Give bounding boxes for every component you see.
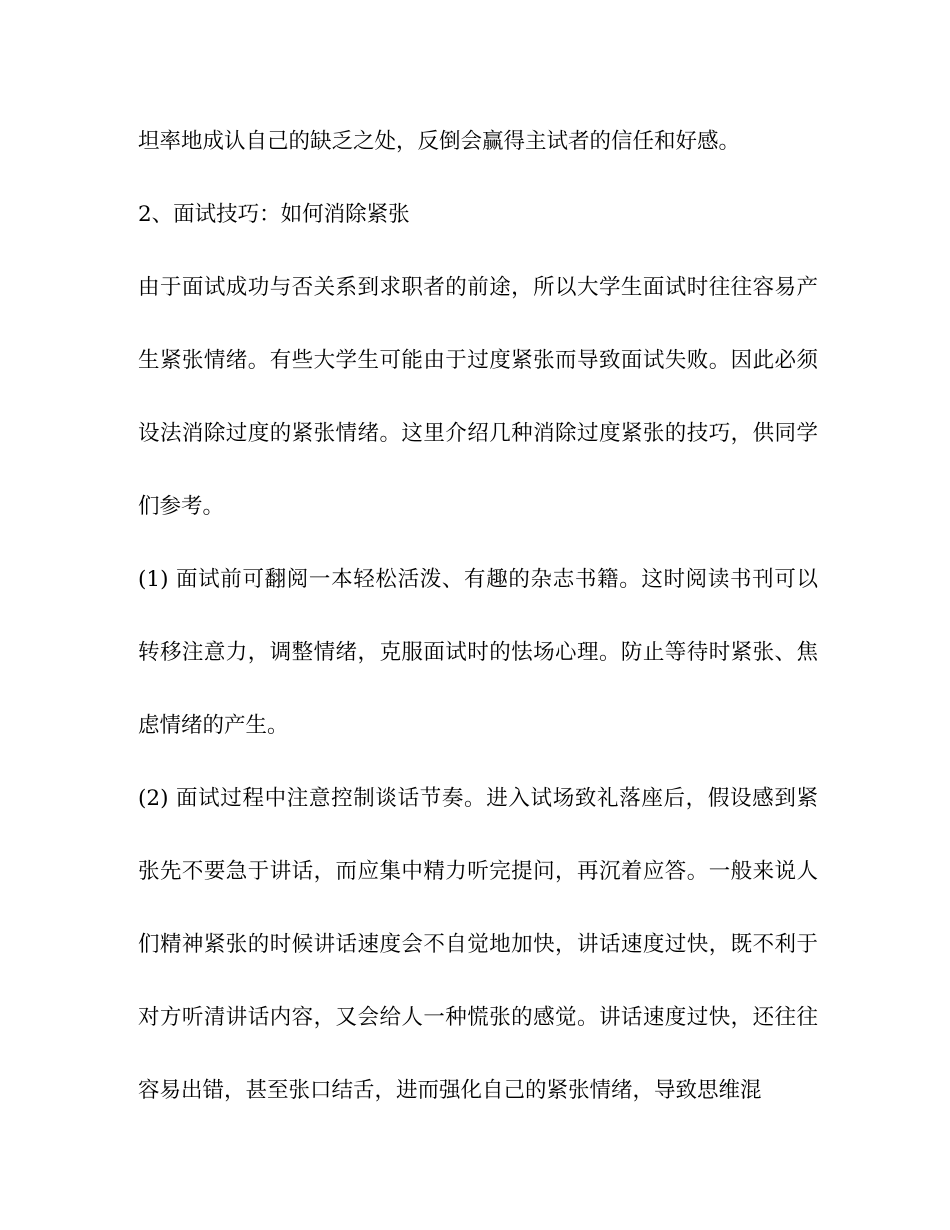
text-line: 由于面试成功与否关系到求职者的前途，所以大学生面试时往往容易产 [138,275,818,300]
text-line: 对方听清讲话内容，又会给人一种慌张的感觉。讲话速度过快，还往往 [138,1005,818,1030]
text-line: 们参考。 [138,494,225,519]
section-heading: 2、面试技巧：如何消除紧张 [138,202,410,227]
text-line: (1) 面试前可翻阅一本轻松活泼、有趣的杂志书籍。这时阅读书刊可以 [138,567,818,592]
text-line: 转移注意力，调整情绪，克服面试时的怯场心理。防止等待时紧张、焦 [138,640,818,665]
text-line: 张先不要急于讲话，而应集中精力听完提问，再沉着应答。一般来说人 [138,859,818,884]
text-line: 容易出错，甚至张口结舌，进而强化自己的紧张情绪，导致思维混 [138,1078,762,1103]
text-line: 虑情绪的产生。 [138,713,289,738]
text-line: 们精神紧张的时候讲话速度会不自觉地加快，讲话速度过快，既不利于 [138,932,818,957]
text-line: 生紧张情绪。有些大学生可能由于过度紧张而导致面试失败。因此必须 [138,348,818,373]
text-line: 坦率地成认自己的缺乏之处，反倒会赢得主试者的信任和好感。 [138,129,741,154]
text-line: (2) 面试过程中注意控制谈话节奏。进入试场致礼落座后，假设感到紧 [138,786,818,811]
text-line: 设法消除过度的紧张情绪。这里介绍几种消除过度紧张的技巧，供同学 [138,421,818,446]
